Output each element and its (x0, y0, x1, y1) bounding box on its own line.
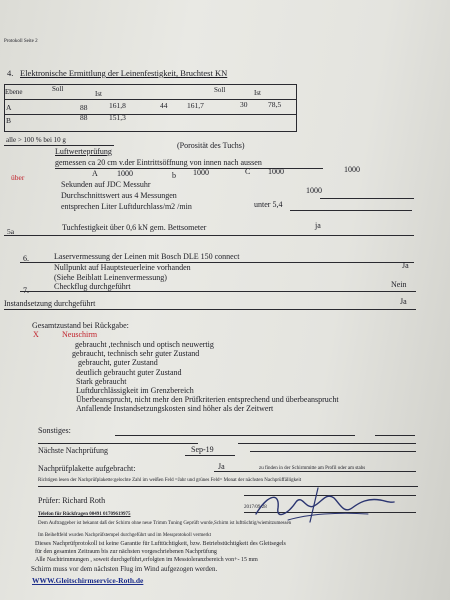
page-header: Protokoll Seite 2 (4, 39, 38, 44)
porosity-b-value: 1000 (193, 168, 209, 177)
legal-line-4: für den gesamten Zeitraum bis zur nächsten vorgeschriebenen Nachprüfung (35, 549, 217, 555)
row-a-label: A (6, 103, 12, 112)
next-check-label: Nächste Nachprüfung (38, 446, 108, 455)
strength-note: alle > 100 % bei 10 g (6, 136, 66, 144)
table-header-rule (4, 99, 296, 100)
porosity-subtitle: (Porosität des Tuchs) (177, 141, 245, 150)
table-top-rule (4, 84, 296, 85)
plakette-value: Ja (218, 462, 225, 471)
section-7-label: Checkflug durchgeführt (54, 282, 131, 291)
plakette-rule (214, 471, 416, 472)
note-rule (4, 145, 114, 146)
legal-line-2: Im Beiheftfeld wurden Nachprüfstempel durchgeführt und im Messprotokoll vermerkt (38, 533, 212, 538)
condition-mark: X (33, 330, 39, 339)
sonstiges-label: Sonstiges: (38, 426, 71, 435)
row-a-ist-3: 78,5 (268, 100, 282, 109)
repair-rule (4, 309, 416, 310)
section-4-number: 4. (7, 68, 14, 78)
sonstiges-rule-3 (38, 443, 198, 444)
section-7-rule (20, 291, 416, 292)
section-6-null-value: Ja (402, 261, 409, 270)
porosity-a-value: 1000 (117, 169, 133, 178)
porosity-b-label: b (172, 171, 176, 180)
stamp-date: 2017/09/28 (244, 505, 267, 510)
website-link[interactable]: WWW.Gleitschirmservice-Roth.de (32, 576, 144, 585)
table-bottom-rule (4, 131, 296, 132)
porosity-average: Durchschnittswert aus 4 Messungen (61, 191, 177, 200)
porosity-a-label: A (92, 169, 98, 178)
porosity-ueber: über (11, 173, 25, 182)
row-b-label: B (6, 116, 12, 125)
list-item: Stark gebraucht (76, 377, 127, 386)
table-left-border (4, 84, 5, 132)
row-b-ist-1: 151,3 (109, 113, 126, 122)
row-a-soll-1: 88 (80, 103, 88, 112)
list-item: Überbeansprucht, nicht mehr den Prüfkriterien entsprechend und überbeansprucht (76, 395, 339, 404)
list-item: gebraucht, guter Zustand (78, 358, 158, 367)
list-item: Neuschirm (62, 330, 98, 339)
signature-icon (248, 484, 398, 526)
sonstiges-rule-2 (375, 435, 415, 436)
list-item: Anfallende Instandsetzungskosten sind höher als der Zeitwert (76, 404, 274, 413)
list-item: deutlich gebraucht guter Zustand (76, 368, 182, 377)
repair-label: Instandsetzung durchgeführt (4, 299, 96, 308)
table-row-rule (4, 114, 296, 115)
section-7-value: Nein (391, 280, 407, 289)
col-ist-2: Ist (254, 89, 261, 97)
repair-value: Ja (400, 297, 407, 306)
legal-line-5: Alle Nachtrimmungen , soweit durchgeführt,erfolgten im Messtoleranzbereich von+- 15 mm (35, 557, 258, 563)
table-right-border (296, 84, 297, 132)
row-a-ist-1: 161,8 (109, 101, 126, 110)
porosity-d-value: 1000 (344, 165, 360, 174)
porosity-c-label: C (245, 167, 251, 176)
pruefer-name: Prüfer: Richard Roth (38, 496, 106, 505)
next-check-rule-2 (250, 451, 416, 452)
porosity-c-value: 1000 (268, 167, 284, 176)
section-5a-number: 5a (7, 227, 15, 236)
section-6-label: Laservermessung der Leinen mit Bosch DLE 150 connect (54, 252, 240, 261)
row-a-soll-2: 44 (160, 101, 168, 110)
list-item: gebraucht ,technisch und optisch neuwertig (75, 340, 214, 349)
section-5a-value: ja (315, 221, 321, 230)
section-4-title: Elektronische Ermittlung der Leinenfestigkeit, Bruchtest KN (20, 68, 228, 78)
phone-line: Telefon für Rückfragen 00491 01709619975 (38, 512, 131, 517)
sonstiges-rule-4 (238, 443, 416, 444)
section-6-see: (Siehe Beiblatt Leinenvermessung) (54, 273, 167, 282)
sonstiges-rule-1 (115, 435, 355, 436)
plakette-label: Nachprüfplakette aufgebracht: (38, 464, 136, 473)
plakette-note: zu finden in der Schirmmitte am Profil oder am stabs (259, 466, 366, 471)
porosity-jdc: Sekunden auf JDC Messuhr (61, 180, 151, 189)
average-rule (320, 198, 414, 199)
porosity-average-value: 1000 (306, 186, 322, 195)
legal-line-3: Dieses Nachprüfprotokoll ist keine Garantie für Lufttüchtigkeit, bzw. Betriebstüchtigkeit des Gleitsegels (35, 541, 286, 547)
next-check-rule (185, 455, 235, 456)
porosity-measured: gemessen ca 20 cm v.der Eintrittsöffnung von innen nach aussen (55, 158, 262, 167)
row-b-soll-1: 88 (80, 113, 88, 122)
row-a-soll-3: 30 (240, 100, 248, 109)
porosity-liter: entsprechen Liter Luftdurchlass/m2 /min (61, 202, 192, 211)
section-7-number: 7. (23, 286, 29, 295)
porosity-liter-value: unter 5,4 (254, 200, 283, 209)
row-a-ist-2: 161,7 (187, 101, 204, 110)
col-ist-1: Ist (95, 90, 102, 98)
next-check-value: Sep-19 (191, 445, 214, 454)
section-5a-rule (4, 235, 414, 236)
porosity-title: Luftwerteprüfung (55, 147, 112, 156)
list-item: gebraucht, technisch sehr guter Zustand (72, 349, 200, 358)
list-item: Luftdurchlässigkeit im Grenzbereich (76, 386, 194, 395)
section-5a-label: Tuchfestigkeit über 0,6 kN gem. Bettsometer (62, 223, 207, 232)
legal-line-6: Schirm muss vor dem nächsten Flug im Wind aufgezogen werden. (31, 565, 218, 573)
plakette-rules: Richtigen lesen der Nachprüfplakette:gelochte Zahl im weißen Feld =Jahr und grünes Feld= Monat der nächsten Nachprüffälligkeit (38, 478, 302, 483)
col-soll-1: Soll (52, 85, 64, 93)
condition-title: Gesamtzustand bei Rückgabe: (32, 321, 129, 330)
section-6-null: Nullpunkt auf Hauptsteuerleine vorhanden (54, 263, 191, 272)
col-ebene: Ebene (5, 88, 23, 96)
legal-line-1: Dem Auftraggeber ist bekannt daß der Schirm ohne neue Trimm Tuning Geprüft wurde,Schirm ist lufttüchtig/wiemitzumessen (38, 521, 292, 526)
col-soll-2: Soll (214, 86, 226, 94)
liter-rule (290, 210, 412, 211)
section-6-number: 6. (23, 254, 29, 263)
